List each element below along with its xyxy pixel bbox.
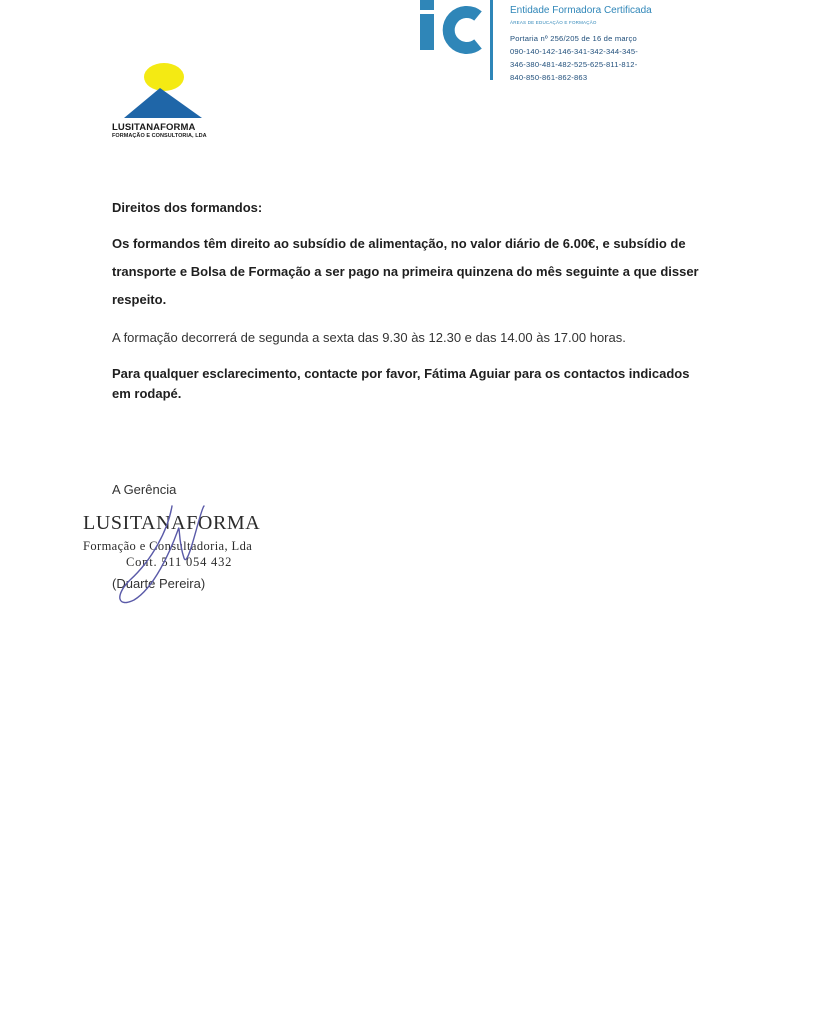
contact-text-line: Para qualquer esclarecimento, contacte por favor, Fátima Aguiar para os contactos indicados [112,366,690,381]
rights-text-line: respeito. [112,292,167,307]
stamp-tax-number: Cont. 511 054 432 [126,555,233,569]
certification-line: Portaria nº 256/205 de 16 de março [510,34,637,43]
certification-line: 840-850-861-862-863 [510,73,588,82]
certification-line: 090-140-142-146-341-342-344-345- [510,47,638,56]
signer-name: (Duarte Pereira) [112,576,206,591]
handwritten-signature [108,500,208,612]
stamp-company-name: LUSITANAFORMA [83,512,261,534]
schedule-text: A formação decorrerá de segunda a sexta das 9.30 às 12.30 e das 14.00 às 17.00 horas. [112,330,626,345]
company-name: LUSITANAFORMA [112,122,196,133]
rights-heading: Direitos dos formandos: [112,200,263,215]
stamp-company-line: Formação e Consultadoria, Lda [83,539,253,553]
certification-title: Entidade Formadora Certificada [510,5,652,16]
closing-text: A Gerência [112,482,177,497]
company-tagline: FORMAÇÃO E CONSULTORIA, LDA [112,133,207,139]
rights-text-line: Os formandos têm direito ao subsídio de alimentação, no valor diário de 6.00€, e subsídio de [112,236,686,251]
certification-subtitle: ÁREAS DE EDUCAÇÃO E FORMAÇÃO [510,20,597,25]
certification-line: 346-380-481-482-525-625-811-812- [510,60,638,69]
rights-text-line: transporte e Bolsa de Formação a ser pago na primeira quinzena do mês seguinte a que disser [112,264,699,279]
certification-logo-icon [418,0,498,82]
contact-text-line: em rodapé. [112,386,182,401]
logo-mountain-icon [120,82,206,122]
